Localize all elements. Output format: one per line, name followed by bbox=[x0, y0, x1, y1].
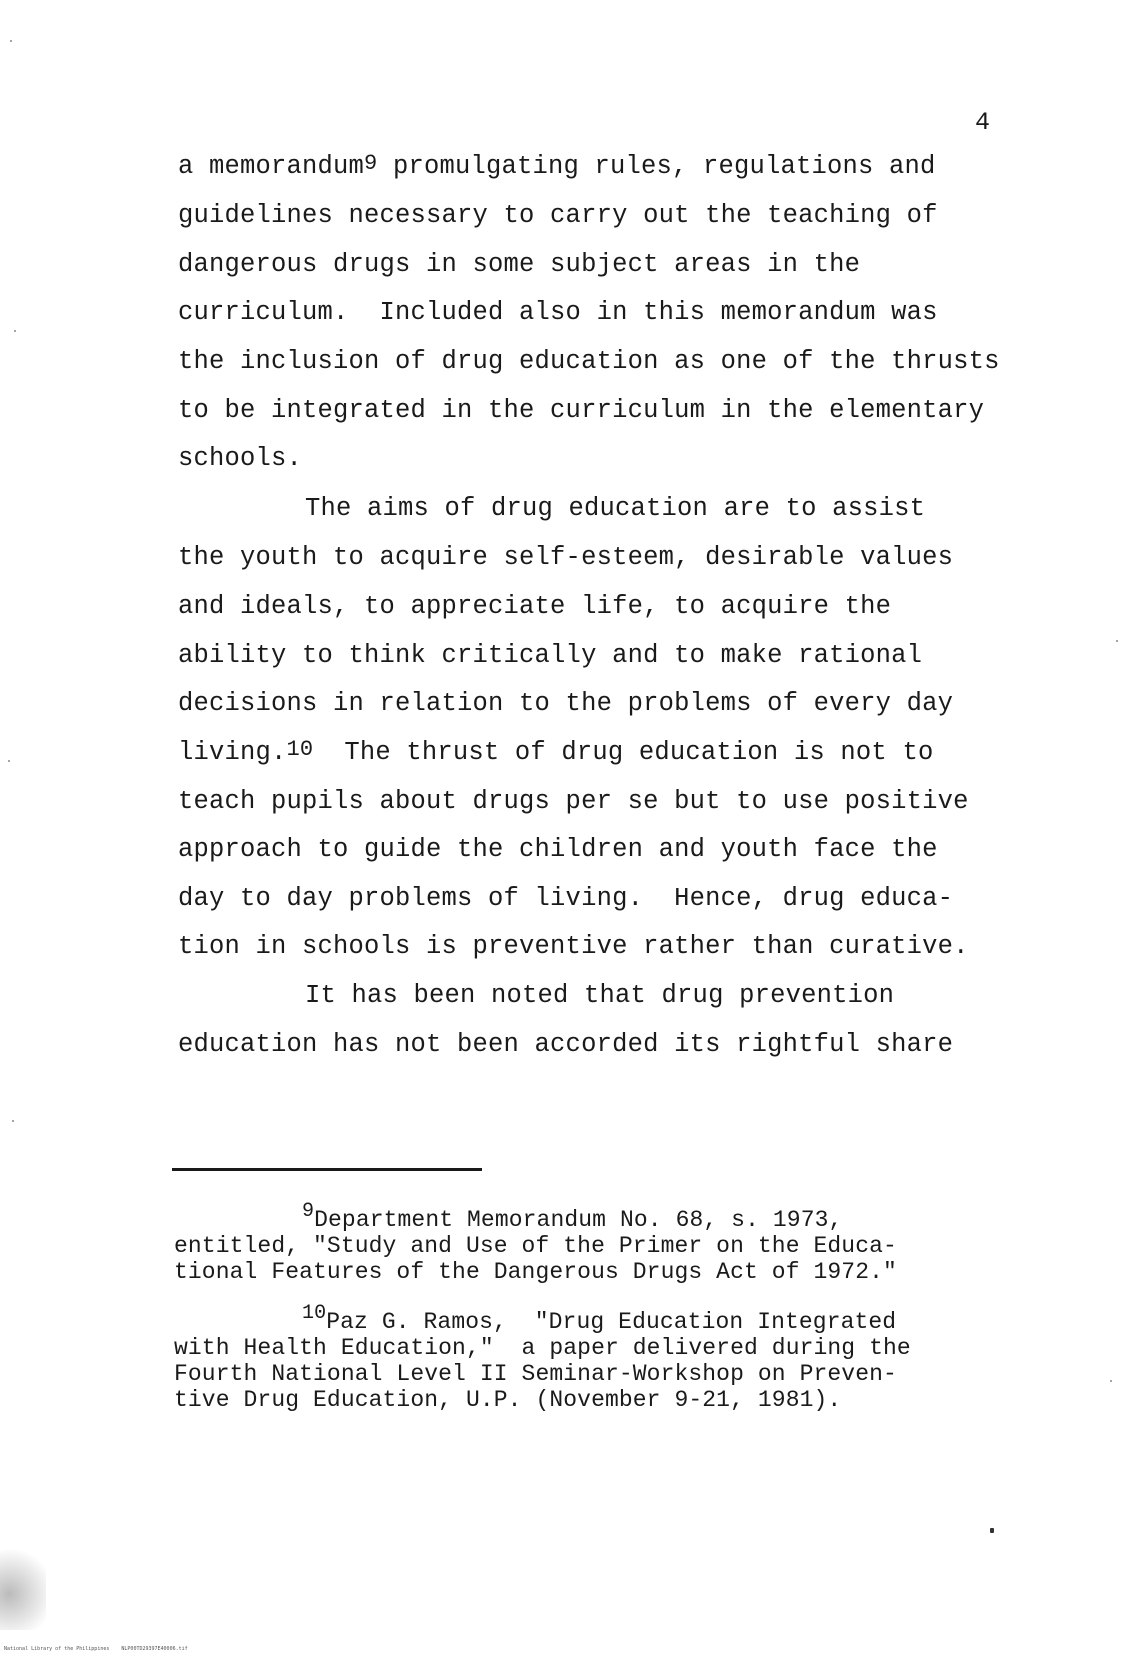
scan-speck bbox=[1110, 1380, 1112, 1382]
scan-edge-smudge bbox=[0, 1540, 46, 1630]
body-line: education has not been accorded its rightful share bbox=[178, 1030, 954, 1059]
body-line: ability to think critically and to make rational bbox=[178, 641, 923, 670]
body-line: day to day problems of living. Hence, drug educa- bbox=[178, 884, 954, 913]
footnote-first-line: 9Department Memorandum No. 68, s. 1973, bbox=[302, 1200, 843, 1233]
body-line: approach to guide the children and youth face the bbox=[178, 835, 938, 864]
body-line: a memorandum$^9$ promulgating rules, regulations and bbox=[178, 151, 936, 181]
footnote-line: tional Features of the Dangerous Drugs Act of 1972." bbox=[174, 1259, 897, 1285]
body-line: the inclusion of drug education as one of the thrusts bbox=[178, 347, 1000, 376]
paragraph-start: It has been noted that drug prevention bbox=[305, 981, 895, 1010]
footnote-ref-10[interactable]: 10 bbox=[286, 737, 314, 762]
body-line: the youth to acquire self-esteem, desirable values bbox=[178, 543, 954, 572]
paragraph-start: The aims of drug education are to assist bbox=[305, 494, 926, 523]
body-line: tion in schools is preventive rather than curative. bbox=[178, 932, 969, 961]
body-line: to be integrated in the curriculum in the elementary bbox=[178, 396, 985, 425]
footnote-line: with Health Education," a paper delivered during the bbox=[174, 1335, 911, 1361]
body-line: and ideals, to appreciate life, to acquire the bbox=[178, 592, 892, 621]
body-line: decisions in relation to the problems of every day bbox=[178, 689, 954, 718]
footnote-ref-9[interactable]: 9 bbox=[364, 151, 378, 176]
body-line: dangerous drugs in some subject areas in the bbox=[178, 250, 861, 279]
body-line: curriculum. Included also in this memorandum was bbox=[178, 298, 938, 327]
scan-speck bbox=[990, 1528, 994, 1533]
page-number: 4 bbox=[975, 108, 991, 137]
body-line: teach pupils about drugs per se but to use positive bbox=[178, 787, 969, 816]
footnote-line: Fourth National Level II Seminar-Workshop on Preven- bbox=[174, 1361, 897, 1387]
scan-speck bbox=[1116, 640, 1118, 642]
body-line: schools. bbox=[178, 444, 303, 473]
scan-speck bbox=[8, 760, 10, 762]
scan-speck bbox=[12, 1120, 14, 1122]
footnote-line: tive Drug Education, U.P. (November 9-21, 1981). bbox=[174, 1387, 842, 1413]
footnote-line: entitled, "Study and Use of the Primer on the Educa- bbox=[174, 1233, 897, 1259]
scan-speck bbox=[14, 330, 16, 332]
body-line: living.$^{10}$ The thrust of drug education is not to bbox=[178, 737, 934, 767]
scan-speck bbox=[10, 40, 12, 42]
body-line: guidelines necessary to carry out the teaching of bbox=[178, 201, 938, 230]
footnote-divider bbox=[172, 1168, 482, 1171]
footnote-mark: 9 bbox=[302, 1200, 315, 1223]
footnote-first-line: 10Paz G. Ramos, "Drug Education Integrated bbox=[302, 1302, 897, 1335]
footnote-mark: 10 bbox=[302, 1302, 327, 1325]
archive-footer: National Library of the Philippines NLP00TD29397E40006.tif bbox=[4, 1646, 188, 1652]
